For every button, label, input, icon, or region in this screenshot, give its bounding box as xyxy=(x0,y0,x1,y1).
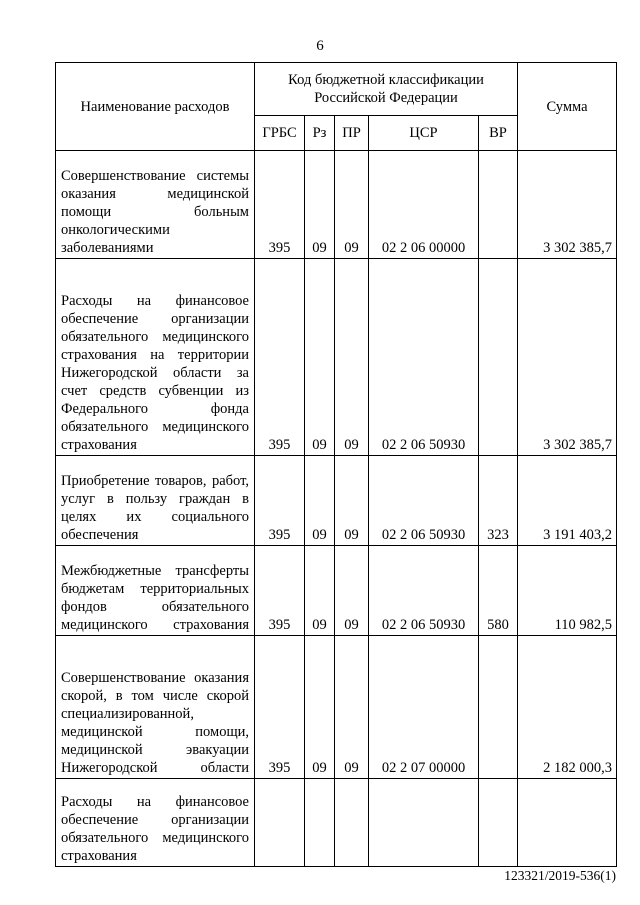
row-sum: 3 191 403,2 xyxy=(518,456,617,546)
table-row xyxy=(56,546,617,636)
row-pr: 09 xyxy=(335,546,369,636)
row-pr: 09 xyxy=(335,456,369,546)
header-name: Наименование расходов xyxy=(56,63,255,151)
row-vr xyxy=(479,259,518,456)
row-grbs: 395 xyxy=(255,259,305,456)
row-rz: 09 xyxy=(305,636,335,779)
row-csr xyxy=(369,779,479,867)
row-sum: 3 302 385,7 xyxy=(518,259,617,456)
row-vr: 323 xyxy=(479,456,518,546)
row-pr: 09 xyxy=(335,636,369,779)
row-pr: 09 xyxy=(335,259,369,456)
row-csr: 02 2 06 50930 xyxy=(369,546,479,636)
table-row xyxy=(56,259,617,456)
row-vr xyxy=(479,636,518,779)
header-csr: ЦСР xyxy=(369,116,479,151)
row-csr: 02 2 06 00000 xyxy=(369,151,479,259)
row-pr xyxy=(335,779,369,867)
table-row xyxy=(56,151,617,259)
row-name: Совершенствование системы оказания медицинской помощи больным онкологическими заболеваниями xyxy=(56,151,255,259)
row-grbs xyxy=(255,779,305,867)
budget-table xyxy=(55,62,617,867)
page-number: 6 xyxy=(316,38,324,54)
header-code-group: Код бюджетной классификации Российской Федерации xyxy=(255,63,518,116)
header-rz: Рз xyxy=(305,116,335,151)
row-pr: 09 xyxy=(335,151,369,259)
row-grbs: 395 xyxy=(255,546,305,636)
row-name: Расходы на финансовое обеспечение организации обязательного медицинского страхования на территории Нижегородской области за счет средств субвенции из Федерального фонда обязательного медицинского страхования xyxy=(56,259,255,456)
row-rz xyxy=(305,779,335,867)
row-grbs: 395 xyxy=(255,151,305,259)
header-grbs: ГРБС xyxy=(255,116,305,151)
row-csr: 02 2 06 50930 xyxy=(369,259,479,456)
document-code: 123321/2019-536(1) xyxy=(504,868,616,883)
row-grbs: 395 xyxy=(255,636,305,779)
header-vr: ВР xyxy=(479,116,518,151)
row-csr: 02 2 07 00000 xyxy=(369,636,479,779)
row-vr xyxy=(479,151,518,259)
header-sum: Сумма xyxy=(518,63,617,151)
table-row xyxy=(56,456,617,546)
row-sum: 110 982,5 xyxy=(518,546,617,636)
row-vr: 580 xyxy=(479,546,518,636)
table-row xyxy=(56,636,617,779)
row-sum xyxy=(518,779,617,867)
row-rz: 09 xyxy=(305,546,335,636)
row-name: Межбюджетные трансферты бюджетам территориальных фондов обязательного медицинского страхования xyxy=(56,546,255,636)
row-rz: 09 xyxy=(305,151,335,259)
header-pr: ПР xyxy=(335,116,369,151)
row-name: Совершенствование оказания скорой, в том числе скорой специализированной, медицинской помощи, медицинской эвакуации Нижегородской области xyxy=(56,636,255,779)
row-csr: 02 2 06 50930 xyxy=(369,456,479,546)
row-name: Расходы на финансовое обеспечение организации обязательного медицинского страхования xyxy=(56,779,255,867)
table-row xyxy=(56,779,617,867)
row-grbs: 395 xyxy=(255,456,305,546)
row-rz: 09 xyxy=(305,259,335,456)
row-rz: 09 xyxy=(305,456,335,546)
row-name: Приобретение товаров, работ, услуг в пользу граждан в целях их социального обеспечения xyxy=(56,456,255,546)
row-sum: 2 182 000,3 xyxy=(518,636,617,779)
row-vr xyxy=(479,779,518,867)
row-sum: 3 302 385,7 xyxy=(518,151,617,259)
